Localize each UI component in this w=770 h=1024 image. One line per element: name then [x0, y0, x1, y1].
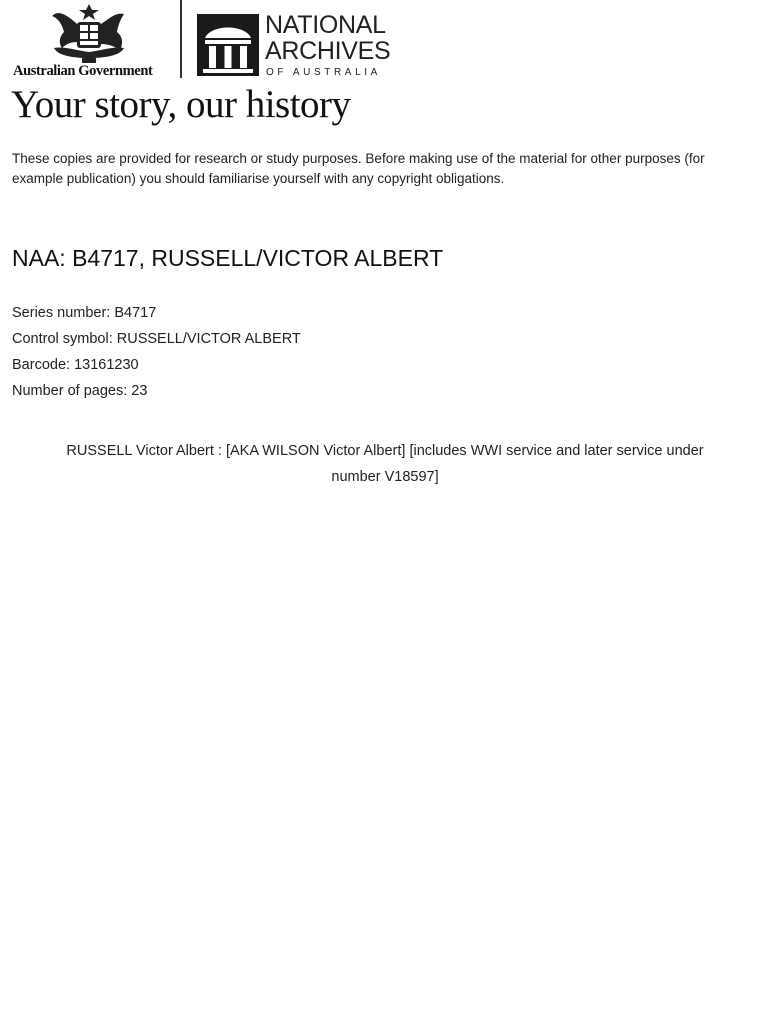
number-of-pages: Number of pages: 23 [12, 383, 148, 399]
archives-name-line1: NATIONAL [265, 11, 386, 39]
record-metadata [12, 303, 301, 407]
control-symbol: Control symbol: RUSSELL/VICTOR ALBERT [12, 331, 301, 347]
archives-name-line3: OF AUSTRALIA [266, 67, 381, 78]
archives-name-line2: ARCHIVES [265, 37, 391, 65]
description-line1: RUSSELL Victor Albert : [AKA WILSON Victor Albert] [includes WWI service and later service under [66, 443, 704, 459]
tagline: Your story, our history [11, 83, 351, 126]
record-title: NAA: B4717, RUSSELL/VICTOR ALBERT [12, 245, 444, 271]
archives-building-icon [197, 14, 259, 76]
description-line2: number V18597] [331, 469, 439, 485]
series-number: Series number: B4717 [12, 305, 157, 321]
coat-of-arms-icon [44, 2, 134, 64]
barcode: Barcode: 13161230 [12, 357, 139, 373]
header-divider [180, 0, 182, 78]
record-description [0, 438, 770, 490]
document-header [0, 0, 770, 86]
copyright-disclaimer: These copies are provided for research or study purposes. Before making use of the material for other purposes (for example publication) you should familiarise yourself with any copyright obligations. [12, 151, 705, 186]
government-name: Australian Government [13, 63, 153, 79]
